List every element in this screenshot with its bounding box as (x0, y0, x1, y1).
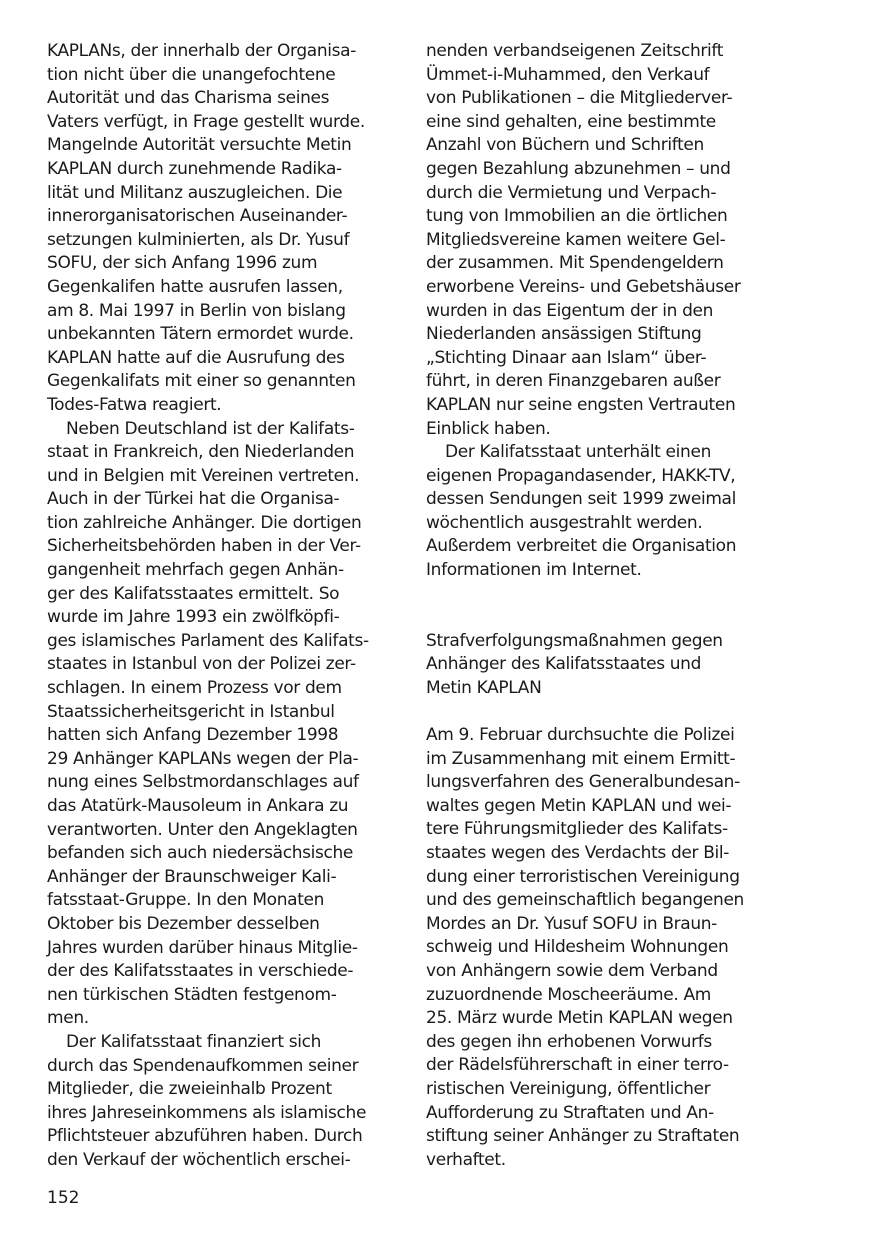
text-line: tion zahlreiche Anhänger. Die dortigen (47, 512, 362, 533)
text-line: staates in Istanbul von der Polizei zer- (47, 654, 356, 675)
text-line: Mitglieder, die zweieinhalb Prozent (47, 1079, 332, 1100)
text-line: dessen Sendungen seit 1999 zweimal (426, 489, 736, 510)
text-line: Gegenkalifats mit einer so genannten (47, 371, 356, 392)
text-line: unbekannten Tätern ermordet wurde. (47, 324, 354, 345)
text-line: ges islamisches Parlament des Kalifats- (47, 630, 369, 651)
text-line: wurden in das Eigentum der in den (426, 300, 714, 321)
text-line: zuzuordnende Moscheeräume. Am (426, 984, 711, 1005)
text-line: setzungen kulminierten, als Dr. Yusuf (47, 229, 350, 250)
text-line: Sicherheitsbehörden haben in der Ver- (47, 536, 361, 557)
text-line: eigenen Propagandasender, HAKK-TV, (426, 465, 736, 486)
text-line: men. (47, 1008, 89, 1029)
text-line: eine sind gehalten, eine bestimmte (426, 111, 716, 132)
text-line: staates wegen des Verdachts der Bil- (426, 843, 730, 863)
text-line: Vaters verfügt, in Frage gestellt wurde. (47, 111, 365, 132)
text-line: waltes gegen Metin KAPLAN und wei- (426, 795, 732, 816)
text-line: von Anhängern sowie dem Verband (426, 960, 718, 981)
text-line: schweig und Hildesheim Wohnungen (426, 937, 729, 958)
right-column-body (426, 40, 768, 583)
text-line: und des gemeinschaftlich begangenen (426, 890, 744, 911)
text-line: Strafverfolgungsmaßnahmen gegen (426, 630, 723, 651)
text-line: Ümmet-i-Muhammed, den Verkauf (426, 64, 710, 85)
text-line: gegen Bezahlung abzunehmen – und (426, 158, 731, 179)
text-line: Außerdem verbreitet die Organisation (426, 536, 737, 557)
text-line: tere Führungsmitglieder des Kalifats- (426, 819, 728, 840)
section-heading (426, 630, 768, 701)
heading-spacer (426, 700, 768, 724)
text-line: befanden sich auch niedersächsische (47, 843, 354, 864)
text-line: des gegen ihn erhobenen Vorwurfs (426, 1031, 712, 1052)
text-line: Auch in der Türkei hat die Organisa- (47, 489, 340, 510)
text-line: Anhänger der Braunschweiger Kali- (47, 866, 337, 887)
text-line: und in Belgien mit Vereinen vertreten. (47, 465, 360, 486)
text-line: Mangelnde Autorität versuchte Metin (47, 135, 352, 156)
text-line: der des Kalifatsstaates in verschiede- (47, 961, 354, 982)
text-line: Pflichtsteuer abzuführen haben. Durch (47, 1126, 363, 1147)
text-line: SOFU, der sich Anfang 1996 zum (47, 253, 318, 274)
text-line: 25. März wurde Metin KAPLAN wegen (426, 1008, 733, 1029)
text-line: das Atatürk-Mausoleum in Ankara zu (47, 796, 349, 816)
text-line: Anhänger des Kalifatsstaates und (426, 654, 702, 675)
text-line: am 8. Mai 1997 in Berlin von bislang (47, 300, 346, 321)
text-line: fatsstaat-Gruppe. In den Monaten (47, 890, 325, 911)
text-line: Der Kalifatsstaat finanziert sich (66, 1031, 321, 1052)
text-line: von Publikationen – die Mitgliederver- (426, 88, 733, 109)
text-line: nenden verbandseigenen Zeitschrift (426, 41, 724, 61)
text-line: lität und Militanz auszugleichen. Die (47, 182, 343, 203)
text-line: wurde im Jahre 1993 ein zwölfköpfi- (47, 607, 340, 628)
text-line: nen türkischen Städten festgenom- (47, 984, 337, 1005)
text-line: Der Kalifatsstaat unterhält einen (445, 442, 711, 463)
text-line: Autorität und das Charisma seines (47, 88, 330, 109)
text-line: stiftung seiner Anhänger zu Straftaten (426, 1126, 740, 1147)
text-line: Einblick haben. (426, 418, 551, 439)
text-line: wöchentlich ausgestrahlt werden. (426, 512, 703, 533)
page-number: 152 (47, 1188, 80, 1208)
text-line: Informationen im Internet. (426, 560, 642, 581)
section-body (426, 724, 768, 1172)
text-line: ristischen Vereinigung, öffentlicher (426, 1078, 711, 1099)
text-line: Mitgliedsvereine kamen weitere Gel- (426, 229, 726, 250)
text-line: Staatssicherheitsgericht in Istanbul (47, 701, 335, 722)
text-line: KAPLAN durch zunehmende Radika- (47, 158, 342, 179)
text-line: KAPLAN hatte auf die Ausrufung des (47, 347, 345, 368)
text-line: gangenheit mehrfach gegen Anhän- (47, 560, 344, 581)
text-line: der Rädelsführerschaft in einer terro- (426, 1055, 729, 1076)
text-line: tung von Immobilien an die örtlichen (426, 206, 728, 227)
text-line: tion nicht über die unangefochtene (47, 64, 336, 85)
left-column (47, 40, 399, 1173)
text-line: 29 Anhänger KAPLANs wegen der Pla- (47, 748, 359, 769)
text-line: KAPLANs, der innerhalb der Organisa- (47, 41, 357, 61)
right-column (426, 40, 768, 1172)
text-line: Gegenkalifen hatte ausrufen lassen, (47, 276, 343, 297)
text-line: verhaftet. (426, 1149, 506, 1170)
text-line: den Verkauf der wöchentlich erschei- (47, 1149, 351, 1170)
text-line: nung eines Selbstmordanschlages auf (47, 772, 359, 793)
text-line: Anzahl von Büchern und Schriften (426, 135, 704, 156)
text-line: Oktober bis Dezember desselben (47, 913, 320, 934)
text-line: Niederlanden ansässigen Stiftung (426, 324, 702, 345)
text-line: Jahres wurden darüber hinaus Mitglie- (47, 937, 358, 958)
text-line: erworbene Vereins- und Gebetshäuser (426, 276, 741, 297)
text-line: Metin KAPLAN (426, 677, 542, 698)
text-line: KAPLAN nur seine engsten Vertrauten (426, 394, 736, 415)
text-line: führt, in deren Finanzgebaren außer (426, 371, 721, 392)
text-line: lungsverfahren des Generalbundesan- (426, 772, 740, 793)
text-line: dung einer terroristischen Vereinigung (426, 866, 740, 887)
text-line: durch das Spendenaufkommen seiner (47, 1055, 359, 1076)
text-line: verantworten. Unter den Angeklagten (47, 819, 358, 840)
text-line: schlagen. In einem Prozess vor dem (47, 678, 342, 699)
text-line: der zusammen. Mit Spendengeldern (426, 253, 724, 274)
text-line: Todes-Fatwa reagiert. (47, 394, 222, 415)
text-line: staat in Frankreich, den Niederlanden (47, 442, 355, 463)
text-line: innerorganisatorischen Auseinander- (47, 206, 348, 227)
text-line: durch die Vermietung und Verpach- (426, 182, 717, 203)
section-spacer (426, 583, 768, 630)
text-line: Mordes an Dr. Yusuf SOFU in Braun- (426, 913, 717, 934)
text-line: im Zusammenhang mit einem Ermitt- (426, 748, 736, 769)
text-line: Aufforderung zu Straftaten und An- (426, 1102, 714, 1123)
text-line: hatten sich Anfang Dezember 1998 (47, 725, 339, 746)
text-line: Am 9. Februar durchsuchte die Polizei (426, 725, 735, 746)
text-line: ger des Kalifatsstaates ermittelt. So (47, 583, 340, 604)
text-line: Neben Deutschland ist der Kalifats- (66, 418, 355, 439)
text-line: „Stichting Dinaar aan Islam“ über- (426, 347, 707, 368)
text-line: ihres Jahreseinkommens als islamische (47, 1102, 367, 1123)
